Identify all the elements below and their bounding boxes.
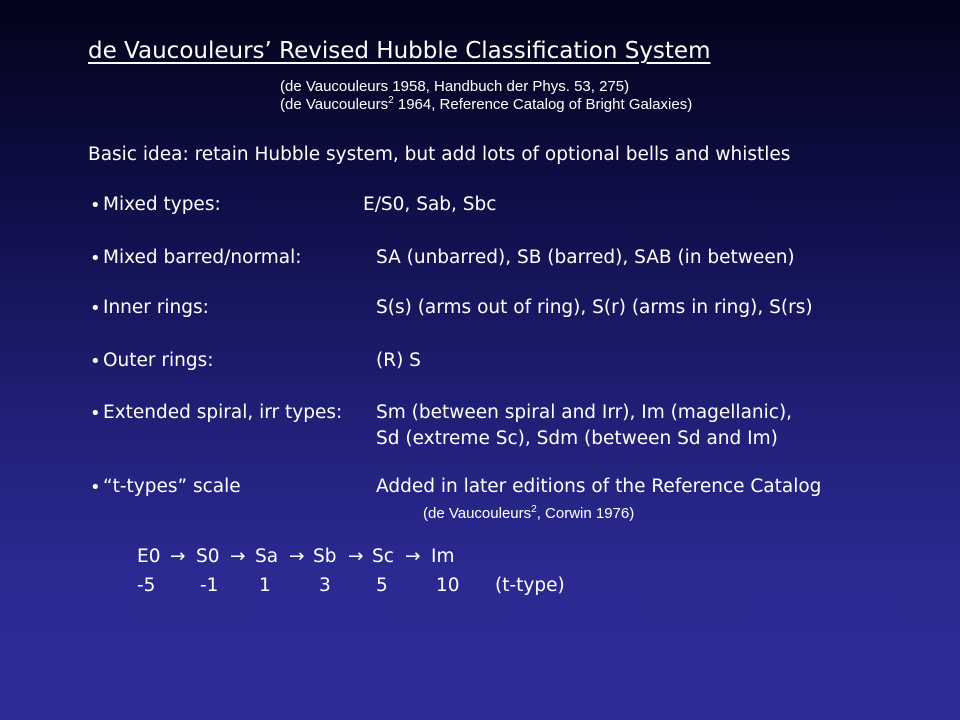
- slide-title: de Vaucouleurs’ Revised Hubble Classification System: [88, 38, 711, 64]
- basic-idea-text: Basic idea: retain Hubble system, but add lots of optional bells and whistles: [88, 144, 791, 165]
- sequence-type-sc: Sc: [372, 546, 394, 567]
- item-label-t-types: “t-types” scale: [103, 476, 241, 497]
- sequence-type-e0: E0: [137, 546, 161, 567]
- item-label-mixed-types: Mixed types:: [103, 194, 221, 215]
- t-value: 3: [319, 575, 331, 596]
- arrow-right-icon: →: [289, 546, 305, 567]
- arrow-right-icon: →: [348, 546, 364, 567]
- item-value-inner-rings: S(s) (arms out of ring), S(r) (arms in ring), S(rs): [376, 297, 813, 318]
- t-value: 1: [259, 575, 271, 596]
- bullet-icon: •: [90, 248, 101, 269]
- item-label-inner-rings: Inner rings:: [103, 297, 209, 318]
- reference-1958: (de Vaucouleurs 1958, Handbuch der Phys. 53, 275): [280, 78, 630, 95]
- item-value-t-types: Added in later editions of the Reference Catalog: [376, 476, 822, 497]
- t-value: 10: [436, 575, 460, 596]
- reference-1976: (de Vaucouleurs$^2$, Corwin 1976): [423, 504, 635, 522]
- bullet-icon: •: [90, 477, 101, 498]
- sequence-type-s0: S0: [196, 546, 220, 567]
- t-value: -1: [200, 575, 219, 596]
- item-value-extended-spiral: Sm (between spiral and Irr), Im (magellanic),: [376, 402, 793, 423]
- item-value-mixed-barred: SA (unbarred), SB (barred), SAB (in between): [376, 247, 795, 268]
- item-value-mixed-types: E/S0, Sab, Sbc: [363, 194, 497, 215]
- sequence-type-im: Im: [431, 546, 455, 567]
- t-value: -5: [137, 575, 156, 596]
- sequence-type-sb: Sb: [313, 546, 337, 567]
- bullet-icon: •: [90, 195, 101, 216]
- bullet-icon: •: [90, 351, 101, 372]
- t-value: 5: [376, 575, 388, 596]
- bullet-icon: •: [90, 403, 101, 424]
- item-value-outer-rings: (R) S: [376, 350, 421, 371]
- item-label-mixed-barred: Mixed barred/normal:: [103, 247, 302, 268]
- item-value-extended-spiral-line2: Sd (extreme Sc), Sdm (between Sd and Im): [376, 428, 778, 449]
- reference-1964: (de Vaucouleurs$^2$ 1964, Reference Catalog of Bright Galaxies): [280, 95, 693, 113]
- item-label-extended-spiral: Extended spiral, irr types:: [103, 402, 343, 423]
- arrow-right-icon: →: [170, 546, 186, 567]
- item-label-outer-rings: Outer rings:: [103, 350, 214, 371]
- arrow-right-icon: →: [230, 546, 246, 567]
- bullet-icon: •: [90, 298, 101, 319]
- t-type-label: (t-type): [495, 575, 565, 596]
- sequence-type-sa: Sa: [255, 546, 279, 567]
- arrow-right-icon: →: [405, 546, 421, 567]
